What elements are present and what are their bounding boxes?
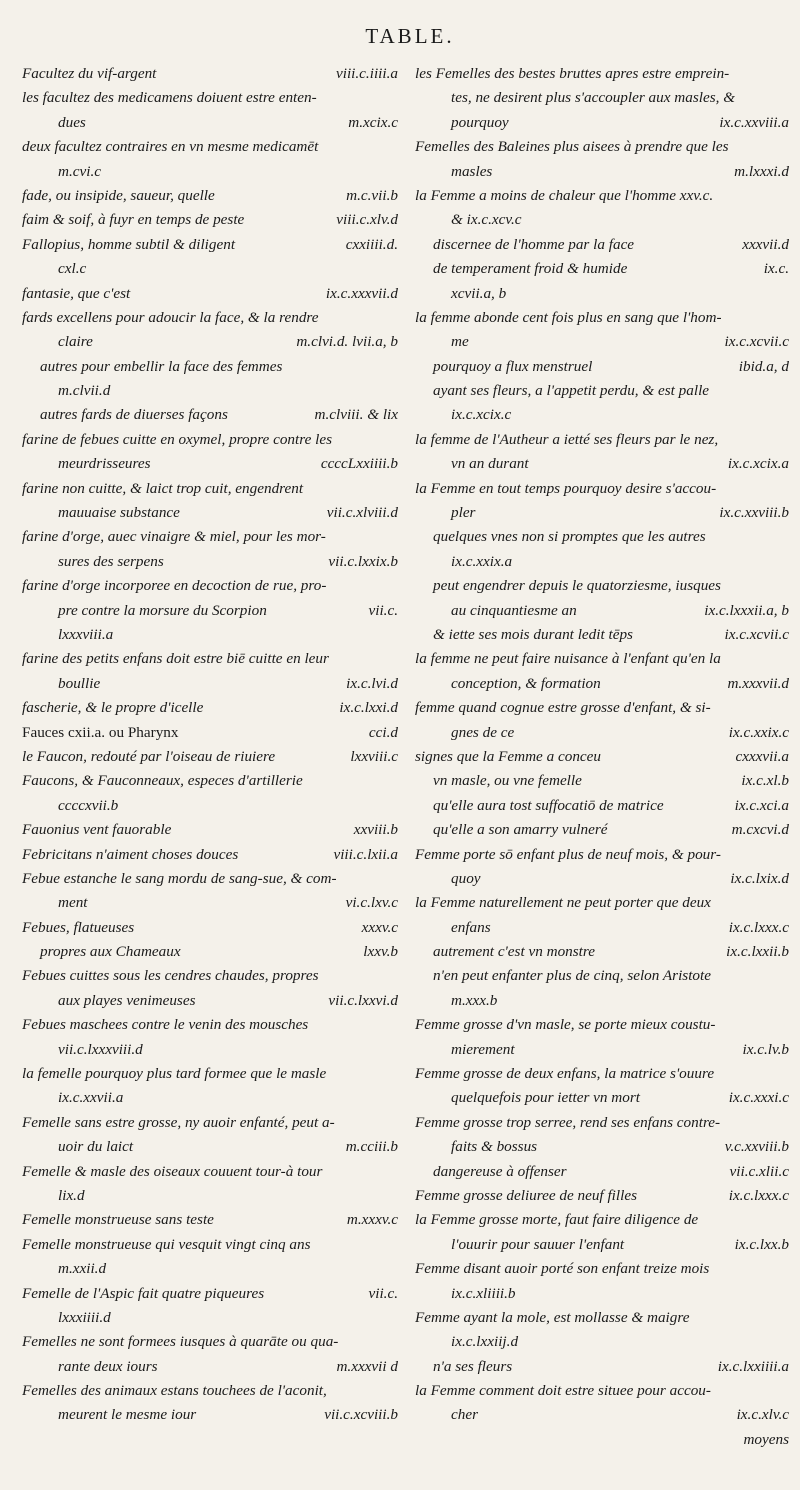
index-line xyxy=(415,1233,795,1257)
index-entry-text: la Femme grosse morte, faut faire diligence de xyxy=(415,1211,699,1229)
index-line xyxy=(22,1086,404,1110)
index-entry-text: & ix.c.xcv.c xyxy=(451,211,522,229)
index-entry-text: farine des petits enfans doit estre biē cuitte en leur xyxy=(22,650,329,668)
index-line xyxy=(415,1135,795,1159)
index-entry-text: Femme grosse trop serree, rend ses enfans contre- xyxy=(415,1113,721,1131)
index-entry-text: deux facultez contraires en vn mesme medicamēt xyxy=(22,138,319,156)
index-line xyxy=(415,1428,795,1452)
index-entry-text: la femelle pourquoy plus tard formee que le masle xyxy=(22,1065,327,1083)
index-line xyxy=(415,1403,795,1427)
index-line xyxy=(415,599,795,623)
index-entry-text: la Femme comment doit estre situee pour accou- xyxy=(415,1382,711,1400)
index-line xyxy=(22,330,404,354)
index-line xyxy=(415,282,795,306)
index-entry-text: cxl.c xyxy=(58,260,87,278)
index-line xyxy=(415,135,795,159)
index-line xyxy=(22,891,404,915)
index-line xyxy=(415,257,795,281)
running-head: TABLE. xyxy=(365,24,455,48)
index-entry-text: farine non cuitte, & laict trop cuit, engendrent xyxy=(22,479,304,497)
index-entry-reference: v.c.xxviii.b xyxy=(724,1138,789,1156)
index-entry-reference: ix.c.xcvii.c xyxy=(724,625,789,643)
index-line xyxy=(415,964,795,988)
index-entry-text: la femme de l'Autheur a ietté ses fleurs par le nez, xyxy=(415,430,719,448)
index-entry-reference: ix.c.lxxii.b xyxy=(726,943,789,961)
index-line xyxy=(415,916,795,940)
index-entry-text: farine d'orge, auec vinaigre & miel, pour les mor- xyxy=(22,528,326,546)
index-line xyxy=(22,355,404,379)
index-line xyxy=(22,1160,404,1184)
index-entry-text: farine de febues cuitte en oxymel, propre contre les xyxy=(22,430,332,448)
index-entry-text: peut engendrer depuis le quatorziesme, iusques xyxy=(433,577,721,595)
index-entry-text: xcvii.a, b xyxy=(451,284,507,302)
index-line xyxy=(22,769,404,793)
index-line xyxy=(415,184,795,208)
index-entry-reference: m.clvi.d. lvii.a, b xyxy=(296,333,398,351)
index-entry-text: Febues maschees contre le venin des mousches xyxy=(22,1016,309,1034)
index-line xyxy=(415,477,795,501)
index-line xyxy=(22,111,404,135)
index-entry-text: lxxxiiii.d xyxy=(58,1308,111,1326)
index-line xyxy=(415,233,795,257)
index-line xyxy=(22,1208,404,1232)
index-entry-reference: m.clviii. & lix xyxy=(314,406,398,424)
index-entry-text: quoy xyxy=(451,869,481,887)
index-entry-reference: m.xxxv.c xyxy=(346,1211,398,1229)
index-line xyxy=(415,355,795,379)
index-entry-reference: xxxv.c xyxy=(361,918,398,936)
index-entry-text: mierement xyxy=(451,1040,515,1058)
index-entry-reference: ix.c.xxix.c xyxy=(728,723,789,741)
index-entry-text: la femme ne peut faire nuisance à l'enfant qu'en la xyxy=(415,650,721,668)
index-line xyxy=(415,623,795,647)
index-entry-text: m.clvii.d xyxy=(58,382,111,400)
index-entry-reference: ix.c.lxxi.d xyxy=(339,699,398,717)
index-entry-text: discernee de l'homme par la face xyxy=(433,235,635,253)
index-line xyxy=(22,964,404,988)
index-entry-text: fade, ou insipide, saueur, quelle xyxy=(22,186,215,204)
index-entry-text: qu'elle aura tost suffocatiō de matrice xyxy=(433,796,664,814)
index-entry-reference: viii.c.iiii.a xyxy=(335,65,398,82)
index-line xyxy=(415,403,795,427)
index-entry-text: Femme disant auoir porté son enfant treize mois xyxy=(415,1260,710,1278)
index-entry-reference: vii.c.lxxvi.d xyxy=(328,991,398,1009)
index-line xyxy=(415,769,795,793)
index-line xyxy=(22,379,404,403)
index-line xyxy=(22,696,404,720)
index-entry-text: gnes de ce xyxy=(451,723,515,741)
index-entry-text: Fallopius, homme subtil & diligent xyxy=(22,235,236,253)
index-line xyxy=(415,501,795,525)
index-entry-text: tes, ne desirent plus s'accoupler aux masles, & xyxy=(451,89,736,107)
index-line xyxy=(22,550,404,574)
index-column-left xyxy=(22,62,404,1482)
index-line xyxy=(415,1062,795,1086)
index-entry-text: ix.c.xcix.c xyxy=(451,406,512,424)
index-line xyxy=(415,721,795,745)
index-entry-text: autres fards de diuerses façons xyxy=(40,406,228,424)
index-entry-reference: ix.c.xlv.c xyxy=(736,1406,789,1424)
index-entry-reference: m.c.vii.b xyxy=(346,186,398,204)
index-entry-text: dues xyxy=(58,113,86,131)
index-entry-reference: ix.c.xxxvii.d xyxy=(325,284,398,302)
index-entry-reference: m.xcix.c xyxy=(348,113,398,131)
index-entry-reference: vii.c. xyxy=(368,1284,398,1302)
index-entry-text: Febues, flatueuses xyxy=(22,918,135,936)
index-entry-text: Facultez du vif-argent xyxy=(22,65,157,82)
index-entry-text: quelquefois pour ietter vn mort xyxy=(451,1089,640,1107)
index-line xyxy=(22,916,404,940)
index-entry-text: ment xyxy=(58,894,88,912)
index-line xyxy=(22,867,404,891)
index-entry-text: signes que la Femme a conceu xyxy=(415,747,601,765)
index-line xyxy=(22,1233,404,1257)
index-entry-text: Femelle sans estre grosse, ny auoir enfanté, peut a- xyxy=(22,1113,335,1131)
index-entry-reference: ix.c.xl.b xyxy=(741,772,789,790)
index-entry-reference: ix.c.xcix.a xyxy=(727,455,789,473)
index-entry-text: les facultez des medicamens doiuent estre enten- xyxy=(22,89,317,107)
index-entry-text: me xyxy=(451,333,469,351)
index-entry-text: de temperament froid & humide xyxy=(433,260,628,278)
index-line xyxy=(22,574,404,598)
index-entry-text: n'a ses fleurs xyxy=(433,1357,513,1375)
index-line xyxy=(22,721,404,745)
index-line xyxy=(415,1208,795,1232)
index-entry-reference: vii.c.xlii.c xyxy=(729,1162,789,1180)
index-line xyxy=(22,989,404,1013)
index-entry-text: Femme grosse de deux enfans, la matrice s'ouure xyxy=(415,1065,715,1083)
index-line xyxy=(415,379,795,403)
index-entry-text: Femelle de l'Aspic fait quatre piqueures xyxy=(22,1284,265,1302)
index-line xyxy=(415,111,795,135)
index-entry-reference: ix.c.xcvii.c xyxy=(724,333,789,351)
index-entry-text: Femelle & masle des oiseaux couuent tour-à tour xyxy=(22,1162,323,1180)
index-line xyxy=(415,818,795,842)
index-entry-text: Femelles des Baleines plus aisees à prendre que les xyxy=(415,138,729,156)
index-entry-text: la Femme en tout temps pourquoy desire s'accou- xyxy=(415,479,717,497)
index-entry-text: fards excellens pour adoucir la face, & la rendre xyxy=(22,308,319,326)
index-entry-reference: m.cxcvi.d xyxy=(731,821,789,839)
index-line xyxy=(415,696,795,720)
index-entry-text: fantasie, que c'est xyxy=(22,284,131,302)
index-line xyxy=(22,477,404,501)
index-entry-text: Femelle monstrueuse sans teste xyxy=(22,1211,214,1229)
index-entry-text: & iette ses mois durant ledit tēps xyxy=(433,625,633,643)
index-entry-reference: vii.c.xlviii.d xyxy=(326,504,398,522)
index-entry-text: Fauces cxii.a. ou Pharynx xyxy=(22,723,179,741)
index-line xyxy=(22,501,404,525)
index-entry-text: lxxxviii.a xyxy=(58,625,114,643)
index-entry-text: Femme porte sō enfant plus de neuf mois, & pour- xyxy=(415,845,721,863)
index-entry-text: la Femme naturellement ne peut porter que deux xyxy=(415,894,711,912)
index-entry-text: qu'elle a son amarry vulneré xyxy=(433,821,608,839)
index-entry-text: rante deux iours xyxy=(58,1357,158,1375)
index-entry-text: claire xyxy=(58,333,93,351)
index-line xyxy=(22,1282,404,1306)
index-entry-reference: xxviii.b xyxy=(353,821,398,839)
index-entry-reference: m.lxxxi.d xyxy=(734,162,789,180)
index-entry-text: fascherie, & le propre d'icelle xyxy=(22,699,204,717)
index-line xyxy=(415,574,795,598)
index-line xyxy=(415,745,795,769)
index-entry-reference: cxxxvii.a xyxy=(735,747,789,765)
index-entry-reference: ix.c.lxix.d xyxy=(730,869,789,887)
index-entry-reference: vii.c.lxxix.b xyxy=(328,552,398,570)
index-entry-reference: ix.c.lxx.b xyxy=(734,1235,789,1253)
index-line xyxy=(22,672,404,696)
index-line xyxy=(22,428,404,452)
index-entry-text: femme quand cognue estre grosse d'enfant, & si- xyxy=(415,699,711,717)
index-entry-text: masles xyxy=(451,162,493,180)
index-line xyxy=(22,940,404,964)
index-line xyxy=(415,1355,795,1379)
index-entry-reference: ix.c.lxxx.c xyxy=(728,918,789,936)
index-entry-text: mauuaise substance xyxy=(58,504,180,522)
index-line xyxy=(415,1257,795,1281)
index-line xyxy=(415,550,795,574)
index-entry-text: Femme grosse deliuree de neuf filles xyxy=(415,1186,637,1204)
index-entry-reference: vii.c. xyxy=(368,601,398,619)
index-line xyxy=(22,1330,404,1354)
index-line xyxy=(415,1184,795,1208)
index-line xyxy=(22,62,404,86)
index-entry-reference: cxxiiii.d. xyxy=(345,235,398,253)
index-entry-text: Febricitans n'aiment choses douces xyxy=(22,845,239,863)
index-line xyxy=(415,794,795,818)
index-line xyxy=(22,1379,404,1403)
index-line xyxy=(415,1306,795,1330)
index-entry-text: pre contre la morsure du Scorpion xyxy=(58,601,267,619)
index-line xyxy=(415,208,795,232)
index-entry-text: conception, & formation xyxy=(451,674,601,692)
index-entry-text: lix.d xyxy=(58,1186,85,1204)
index-entry-text: uoir du laict xyxy=(58,1138,134,1156)
index-line xyxy=(22,1355,404,1379)
index-entry-text: aux playes venimeuses xyxy=(58,991,196,1009)
index-entry-text: vn an durant xyxy=(451,455,529,473)
index-entry-reference: lxxv.b xyxy=(363,943,398,961)
index-entry-reference: vii.c.xcviii.b xyxy=(324,1406,398,1424)
index-line xyxy=(22,843,404,867)
index-column-right xyxy=(415,62,795,1482)
index-entry-text: vn masle, ou vne femelle xyxy=(433,772,582,790)
index-entry-text: m.xxii.d xyxy=(58,1260,107,1278)
index-line xyxy=(415,1282,795,1306)
index-entry-text: farine d'orge incorporee en decoction de rue, pro- xyxy=(22,577,327,595)
index-line xyxy=(415,891,795,915)
index-line xyxy=(22,160,404,184)
index-entry-reference: ix.c.xci.a xyxy=(734,796,789,814)
index-line xyxy=(415,1086,795,1110)
index-line xyxy=(22,1111,404,1135)
index-line xyxy=(22,282,404,306)
index-line xyxy=(415,647,795,671)
index-line xyxy=(415,525,795,549)
index-line xyxy=(22,184,404,208)
index-line xyxy=(415,428,795,452)
index-entry-reference: m.cciii.b xyxy=(345,1138,398,1156)
index-line xyxy=(415,940,795,964)
index-line xyxy=(22,1062,404,1086)
index-entry-reference: ix.c.xxviii.a xyxy=(719,113,789,131)
index-entry-reference: ibid.a, d xyxy=(738,357,789,375)
index-line xyxy=(22,1306,404,1330)
index-line xyxy=(22,208,404,232)
index-line xyxy=(415,330,795,354)
index-entry-text: meurent le mesme iour xyxy=(58,1406,197,1424)
index-entry-text: enfans xyxy=(451,918,491,936)
index-entry-text: l'ouurir pour sauuer l'enfant xyxy=(451,1235,625,1253)
index-entry-reference: cci.d xyxy=(368,723,398,741)
index-line xyxy=(415,1111,795,1135)
index-entry-text: les Femelles des bestes bruttes apres estre emprein- xyxy=(415,65,730,82)
index-line xyxy=(22,623,404,647)
index-line xyxy=(22,86,404,110)
index-entry-text: boullie xyxy=(58,674,101,692)
index-entry-text: Faucons, & Fauconneaux, especes d'artillerie xyxy=(22,772,303,790)
index-entry-reference: ix.c.lv.b xyxy=(742,1040,789,1058)
index-line xyxy=(415,62,795,86)
index-line xyxy=(22,257,404,281)
index-entry-text: ix.c.xxix.a xyxy=(451,552,513,570)
index-line xyxy=(22,794,404,818)
index-line xyxy=(415,843,795,867)
index-line xyxy=(22,1257,404,1281)
index-line xyxy=(22,745,404,769)
index-entry-reference: moyens xyxy=(743,1430,789,1448)
index-entry-text: la femme abonde cent fois plus en sang que l'hom- xyxy=(415,308,722,326)
index-entry-text: pler xyxy=(451,504,476,522)
index-line xyxy=(415,452,795,476)
index-entry-reference: ix.c. xyxy=(763,260,789,278)
index-line xyxy=(22,818,404,842)
index-entry-text: ix.c.lxxiij.d xyxy=(451,1333,519,1351)
index-entry-text: le Faucon, redouté par l'oiseau de riuiere xyxy=(22,747,276,765)
index-entry-reference: vi.c.lxv.c xyxy=(345,894,398,912)
index-line xyxy=(415,160,795,184)
index-line xyxy=(22,306,404,330)
index-entry-text: ix.c.xxvii.a xyxy=(58,1089,124,1107)
index-entry-text: n'en peut enfanter plus de cinq, selon Aristote xyxy=(433,967,711,985)
index-entry-text: ayant ses fleurs, a l'appetit perdu, & est palle xyxy=(433,382,710,400)
index-line xyxy=(415,1013,795,1037)
index-line xyxy=(22,135,404,159)
index-entry-text: ix.c.xliiii.b xyxy=(451,1284,516,1302)
index-entry-text: Femelle monstrueuse qui vesquit vingt cinq ans xyxy=(22,1235,311,1253)
index-entry-text: Femelles des animaux estans touchees de l'aconit, xyxy=(22,1382,327,1400)
index-entry-text: pourquoy xyxy=(451,113,509,131)
index-line xyxy=(415,1160,795,1184)
index-line xyxy=(415,989,795,1013)
index-line xyxy=(22,1038,404,1062)
index-line xyxy=(22,1135,404,1159)
index-entry-text: pourquoy a flux menstruel xyxy=(433,357,593,375)
index-entry-text: au cinquantiesme an xyxy=(451,601,577,619)
index-entry-reference: ccccLxxiiii.b xyxy=(320,455,398,473)
index-line xyxy=(22,233,404,257)
index-line xyxy=(22,1403,404,1427)
index-entry-text: autres pour embellir la face des femmes xyxy=(40,357,283,375)
index-entry-reference: viii.c.lxii.a xyxy=(333,845,398,863)
index-entry-text: Femme ayant la mole, est mollasse & maigre xyxy=(415,1308,690,1326)
index-line xyxy=(415,1330,795,1354)
index-entry-text: sures des serpens xyxy=(58,552,164,570)
index-entry-text: autrement c'est vn monstre xyxy=(433,943,595,961)
index-entry-text: quelques vnes non si promptes que les autres xyxy=(433,528,706,546)
index-entry-text: vii.c.lxxxviii.d xyxy=(58,1040,143,1058)
index-line xyxy=(22,647,404,671)
index-line xyxy=(415,1038,795,1062)
index-line xyxy=(22,525,404,549)
index-line xyxy=(22,599,404,623)
index-line xyxy=(22,1184,404,1208)
index-entry-text: ccccxvii.b xyxy=(58,796,119,814)
index-entry-text: Febue estanche le sang mordu de sang-sue, & com- xyxy=(22,869,337,887)
index-entry-text: Femme grosse d'vn masle, se porte mieux coustu- xyxy=(415,1016,716,1034)
index-entry-text: la Femme a moins de chaleur que l'homme xxv.c. xyxy=(415,186,714,204)
index-entry-text: dangereuse à offenser xyxy=(433,1162,567,1180)
index-line xyxy=(22,452,404,476)
index-line xyxy=(415,86,795,110)
index-entry-reference: viii.c.xlv.d xyxy=(336,211,398,229)
index-entry-reference: ix.c.xxviii.b xyxy=(719,504,789,522)
index-line xyxy=(415,867,795,891)
index-entry-text: m.cvi.c xyxy=(58,162,102,180)
index-entry-text: meurdrisseures xyxy=(58,455,151,473)
index-entry-text: Febues cuittes sous les cendres chaudes, propres xyxy=(22,967,319,985)
index-line xyxy=(415,1379,795,1403)
index-line xyxy=(22,1013,404,1037)
index-entry-reference: ix.c.lxxx.c xyxy=(728,1186,789,1204)
index-entry-reference: m.xxxvii d xyxy=(336,1357,398,1375)
index-entry-reference: ix.c.lvi.d xyxy=(346,674,398,692)
index-line xyxy=(22,403,404,427)
index-entry-text: m.xxx.b xyxy=(451,991,498,1009)
index-line xyxy=(415,306,795,330)
index-entry-text: cher xyxy=(451,1406,478,1424)
index-entry-reference: m.xxxvii.d xyxy=(727,674,789,692)
index-entry-text: faits & bossus xyxy=(451,1138,538,1156)
index-entry-reference: ix.c.xxxi.c xyxy=(728,1089,789,1107)
index-entry-text: faim & soif, à fuyr en temps de peste xyxy=(22,211,245,229)
index-entry-text: Fauonius vent fauorable xyxy=(22,821,172,839)
index-entry-reference: xxxvii.d xyxy=(742,235,789,253)
index-entry-text: propres aux Chameaux xyxy=(40,943,181,961)
index-entry-text: Femelles ne sont formees iusques à quarāte ou qua- xyxy=(22,1333,339,1351)
index-entry-reference: ix.c.lxxiiii.a xyxy=(717,1357,789,1375)
index-line xyxy=(415,672,795,696)
index-entry-reference: ix.c.lxxxii.a, b xyxy=(704,601,789,619)
index-entry-reference: lxxviii.c xyxy=(350,747,398,765)
